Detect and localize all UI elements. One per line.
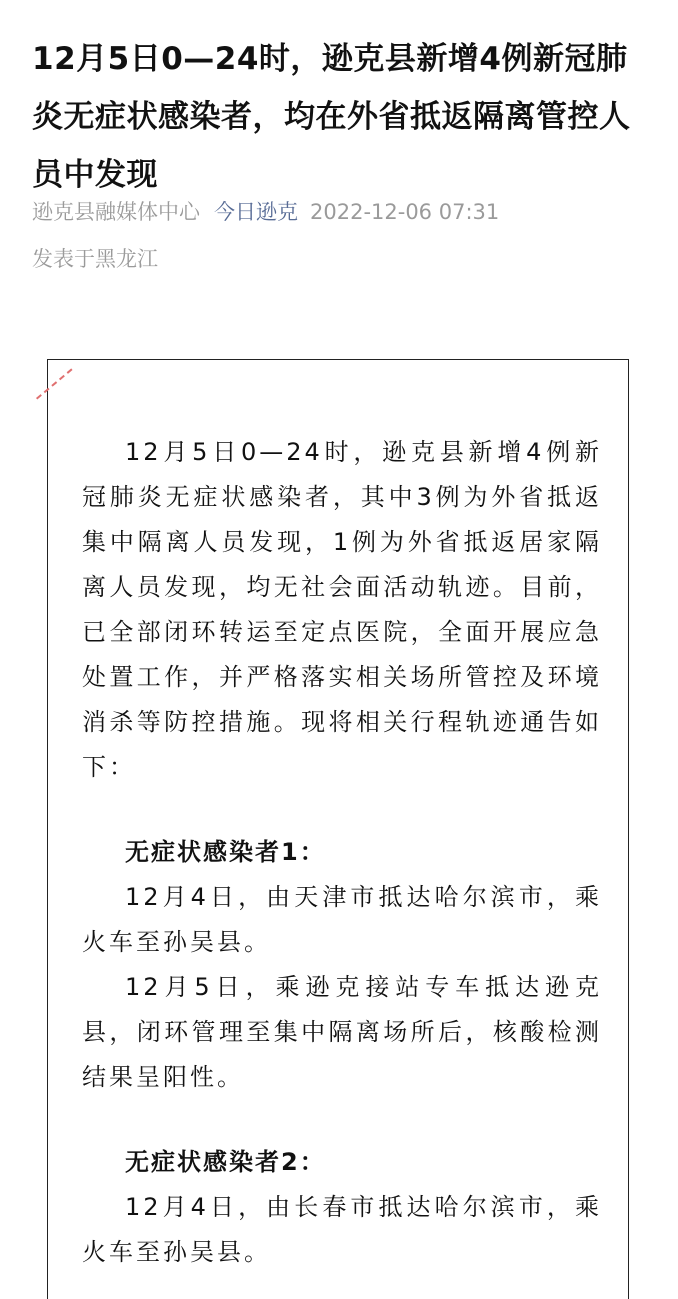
case1-paragraph-1: 12月4日，由天津市抵达哈尔滨市，乘火车至孙吴县。	[82, 883, 602, 956]
document-intro: 12月5日0—24时，逊克县新增4例新冠肺炎无症状感染者，其中3例为外省抵返集中隔离人员发现，1例为外省抵返居家隔离人员发现，均无社会面活动轨迹。目前，已全部闭环转运至定点医院，全面开展应急处置工作，并严格落实相关场所管控及环境消杀等防控措施。现将相关行程轨迹通告如下：	[82, 438, 602, 781]
case1-heading: 无症状感染者1：	[125, 838, 326, 866]
publish-location: 发表于黑龙江	[32, 247, 158, 271]
article-source: 逊克县融媒体中心	[32, 200, 200, 224]
case1-paragraph-2: 12月5日，乘逊克接站专车抵达逊克县，闭环管理至集中隔离场所后，核酸检测结果呈阳性。	[82, 973, 602, 1091]
article-title: 12月5日0—24时，逊克县新增4例新冠肺炎无症状感染者，均在外省抵返隔离管控人员中发现	[32, 41, 631, 193]
account-link[interactable]: 今日逊克	[214, 200, 298, 224]
article-meta	[32, 195, 499, 229]
case2-paragraph-1: 12月4日，由长春市抵达哈尔滨市，乘火车至孙吴县。	[82, 1193, 602, 1266]
publish-datetime: 2022-12-06 07:31	[310, 200, 500, 224]
case2-heading: 无症状感染者2：	[125, 1148, 326, 1176]
